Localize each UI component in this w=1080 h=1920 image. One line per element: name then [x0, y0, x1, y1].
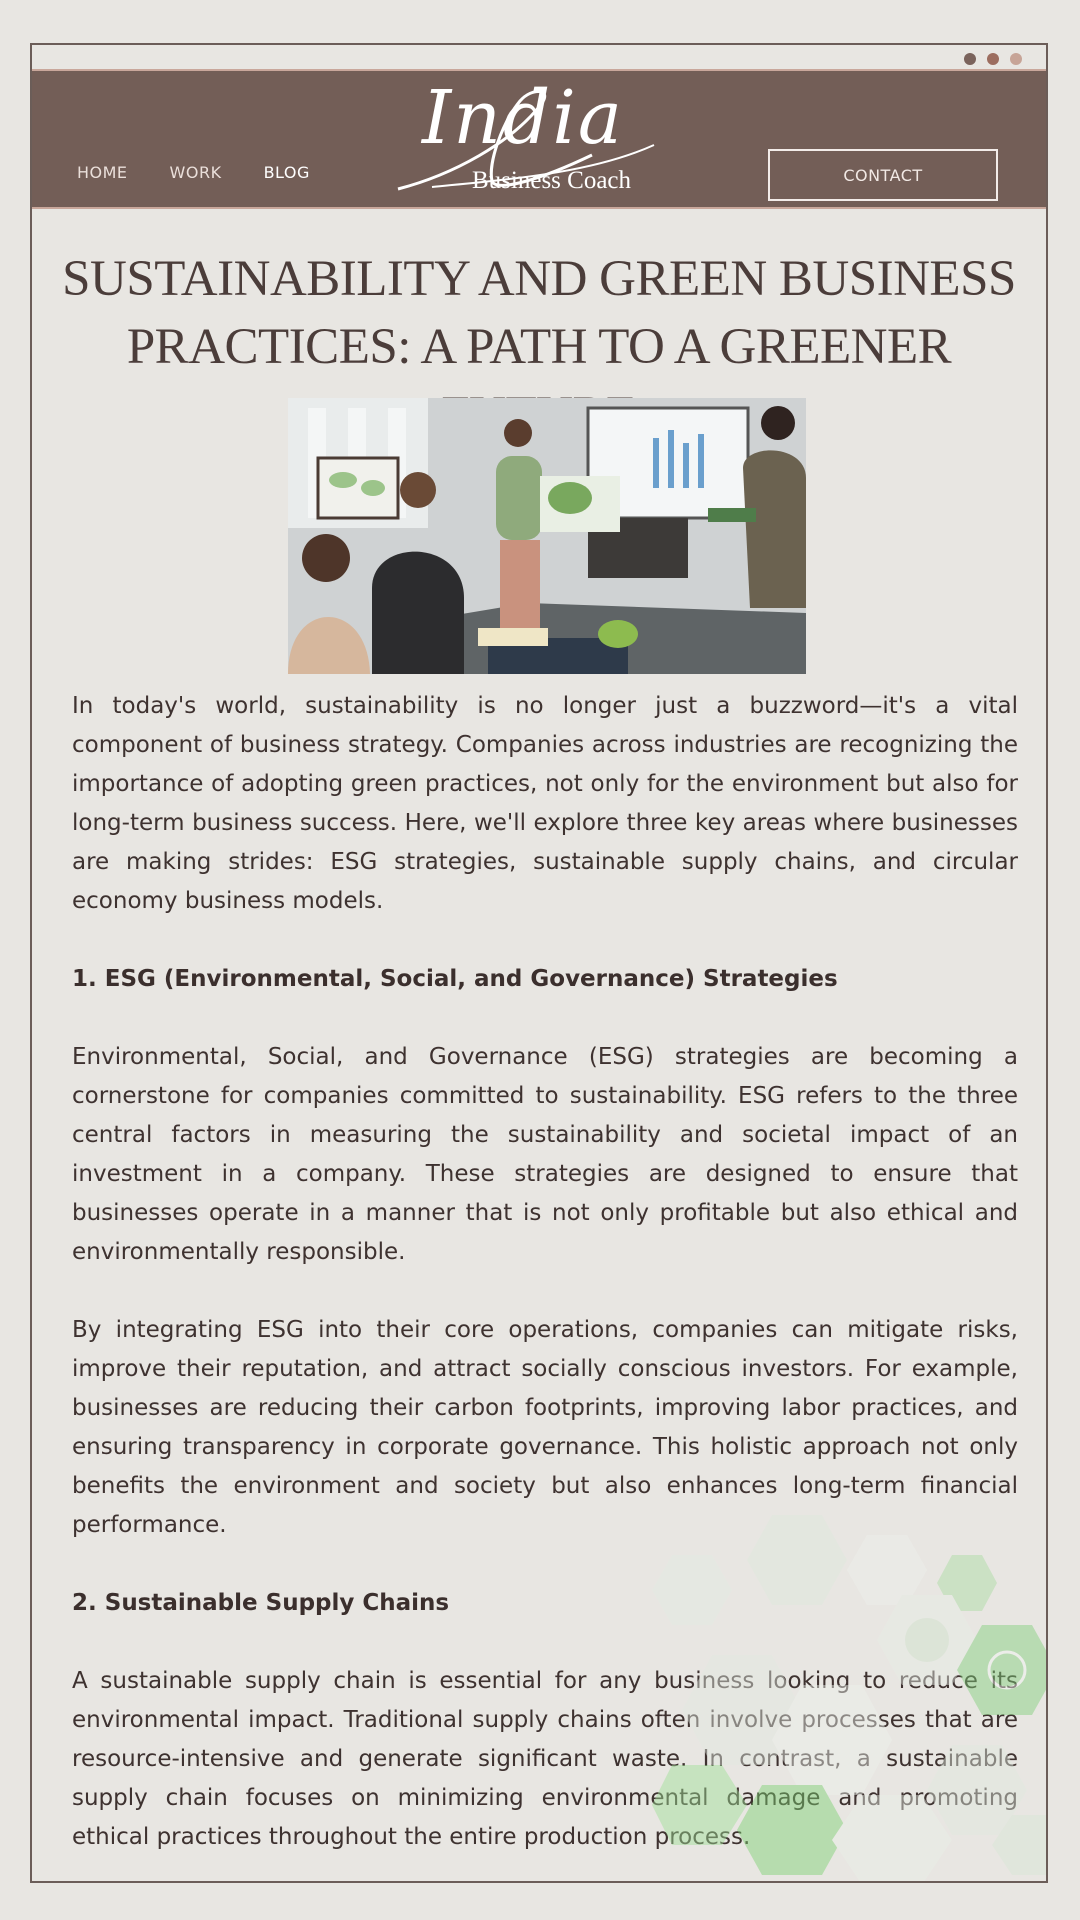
- site-header: [32, 69, 1046, 209]
- article-body: [72, 687, 1018, 1883]
- main-nav: [77, 163, 310, 182]
- logo-script-text: India: [422, 75, 625, 161]
- window-dot-2[interactable]: [987, 53, 999, 65]
- contact-button[interactable]: CONTACT: [768, 149, 998, 201]
- hero-image: [288, 398, 806, 674]
- office-meeting-illustration: [288, 398, 806, 674]
- nav-home-link[interactable]: HOME: [77, 163, 128, 182]
- heading-esg: 1. ESG (Environmental, Social, and Governance) Strategies: [72, 966, 838, 992]
- page-frame: [30, 43, 1048, 1883]
- paragraph-esg-definition: Environmental, Social, and Governance (ESG) strategies are becoming a cornerstone for companies committed to sustainability. ESG refers to the three central factors in measuring the sustainability and societal impact of an investment in a company. These strategies are designed to ensure that businesses operate in a manner that is not only profitable but also ethical and environmentally responsible.: [72, 1044, 1018, 1265]
- site-logo[interactable]: [392, 75, 672, 195]
- nav-blog-link[interactable]: BLOG: [263, 163, 310, 182]
- window-dots: [964, 53, 1022, 65]
- window-dot-3[interactable]: [1010, 53, 1022, 65]
- paragraph-intro: In today's world, sustainability is no longer just a buzzword—it's a vital component of business strategy. Companies across industries are recognizing the importance of adopting green practices, not only for the environment but also for long-term business success. Here, we'll explore three key areas where businesses are making strides: ESG strategies, sustainable supply chains, and circular economy business models.: [72, 693, 1018, 914]
- paragraph-esg-benefits: By integrating ESG into their core operations, companies can mitigate risks, improve their reputation, and attract socially conscious investors. For example, businesses are reducing their carbon footprints, improving labor practices, and ensuring transparency in corporate governance. This holistic approach not only benefits the environment and society but also enhances long-term financial performance.: [72, 1317, 1018, 1538]
- heading-supply-chains: 2. Sustainable Supply Chains: [72, 1590, 450, 1616]
- nav-work-link[interactable]: WORK: [169, 163, 222, 182]
- title-line-2: PRACTICES: A PATH TO A GREENER: [126, 319, 952, 375]
- window-dot-1[interactable]: [964, 53, 976, 65]
- paragraph-supply-chains: A sustainable supply chain is essential for any business looking to reduce its environmental impact. Traditional supply chains often involve processes that are resource-intensive and generate significant waste. In contrast, a sustainable supply chain focuses on minimizing environmental damage and promoting ethical practices throughout the entire production process.: [72, 1668, 1018, 1850]
- title-line-1: SUSTAINABILITY AND GREEN BUSINESS: [62, 251, 1016, 307]
- logo-subtitle: Business Coach: [472, 167, 632, 194]
